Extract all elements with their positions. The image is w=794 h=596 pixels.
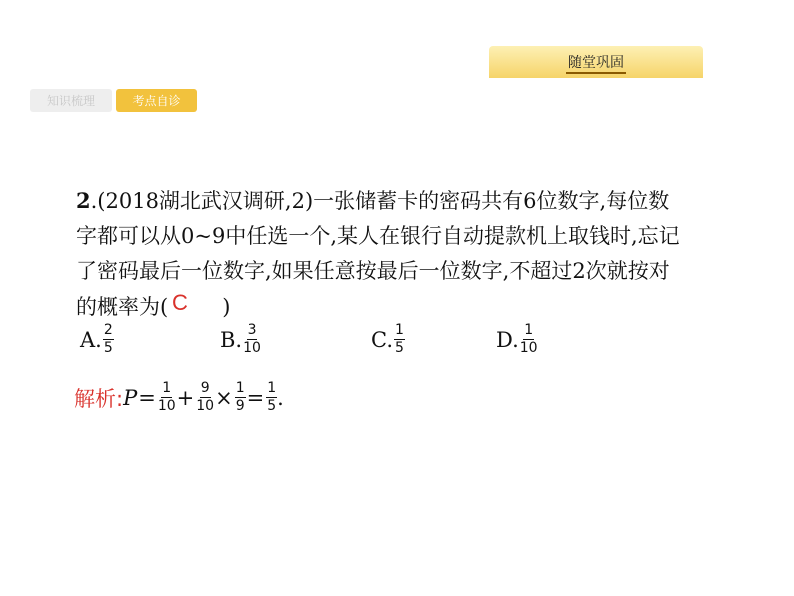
question-text-1: .(2018湖北武汉调研,2)一张储蓄卡的密码共有6位数字,每位数 xyxy=(90,189,670,213)
tab-self-test[interactable] xyxy=(116,89,197,112)
option-b-denominator: 10 xyxy=(243,340,261,356)
option-d-numerator: 1 xyxy=(524,322,534,338)
option-a-fraction xyxy=(103,322,114,357)
tab-knowledge-outline[interactable] xyxy=(30,89,112,112)
solution-fraction-1-num: 1 xyxy=(162,380,172,396)
solution-fraction-4 xyxy=(266,380,277,415)
option-d-denominator: 10 xyxy=(519,340,538,356)
option-b[interactable] xyxy=(220,322,261,357)
option-d-fraction xyxy=(520,322,538,357)
solution-fraction-4-num: 1 xyxy=(267,380,277,396)
solution-fraction-3-num: 1 xyxy=(235,380,245,396)
solution-equals-2: = xyxy=(246,385,265,410)
tab-review-label: 随堂巩固 xyxy=(568,52,624,72)
solution-fraction-3 xyxy=(235,380,246,415)
question-line-4 xyxy=(76,290,230,324)
solution-period: . xyxy=(277,385,284,410)
option-a-label: A. xyxy=(80,327,102,352)
question-text-4: 的概率为( xyxy=(76,295,169,319)
option-c-numerator: 1 xyxy=(395,322,404,338)
option-b-numerator: 3 xyxy=(247,322,257,338)
tab-knowledge-outline-label: 知识梳理 xyxy=(46,94,95,108)
solution-fraction-4-den: 5 xyxy=(267,398,277,414)
solution-fraction-3-den: 9 xyxy=(235,398,245,414)
option-a[interactable] xyxy=(80,322,114,357)
option-c-denominator: 5 xyxy=(395,340,404,356)
option-d-label: D. xyxy=(496,327,519,352)
option-c[interactable] xyxy=(371,322,405,357)
option-b-fraction xyxy=(243,322,261,357)
tab-self-test-label: 考点自诊 xyxy=(132,94,181,108)
solution-variable: P xyxy=(123,385,138,410)
solution-times: × xyxy=(215,385,233,410)
solution-fraction-1-den: 10 xyxy=(157,398,176,414)
option-a-numerator: 2 xyxy=(103,322,113,338)
question-line-3: 了密码最后一位数字,如果任意按最后一位数字,不超过2次就按对 xyxy=(76,259,670,283)
option-d[interactable] xyxy=(496,322,538,357)
solution-fraction-2-den: 10 xyxy=(196,398,215,414)
solution-fraction-2-num: 9 xyxy=(200,380,210,396)
option-c-fraction xyxy=(394,322,405,357)
question-line-1 xyxy=(76,184,669,218)
tab-review[interactable] xyxy=(489,46,703,78)
solution-equals: = xyxy=(138,385,156,410)
option-a-denominator: 5 xyxy=(103,340,113,356)
answer-choice: C xyxy=(172,290,188,315)
solution-plus: + xyxy=(176,385,195,410)
option-c-label: C. xyxy=(371,327,393,352)
solution-fraction-1 xyxy=(158,380,176,415)
option-b-label: B. xyxy=(220,327,243,352)
solution xyxy=(74,380,284,415)
question-paren-close: ) xyxy=(222,295,231,319)
question-number: 2 xyxy=(76,188,91,213)
question-line-2: 字都可以从0~9中任选一个,某人在银行自动提款机上取钱时,忘记 xyxy=(76,224,680,248)
solution-fraction-2 xyxy=(196,380,214,415)
solution-label: 解析: xyxy=(74,386,124,411)
